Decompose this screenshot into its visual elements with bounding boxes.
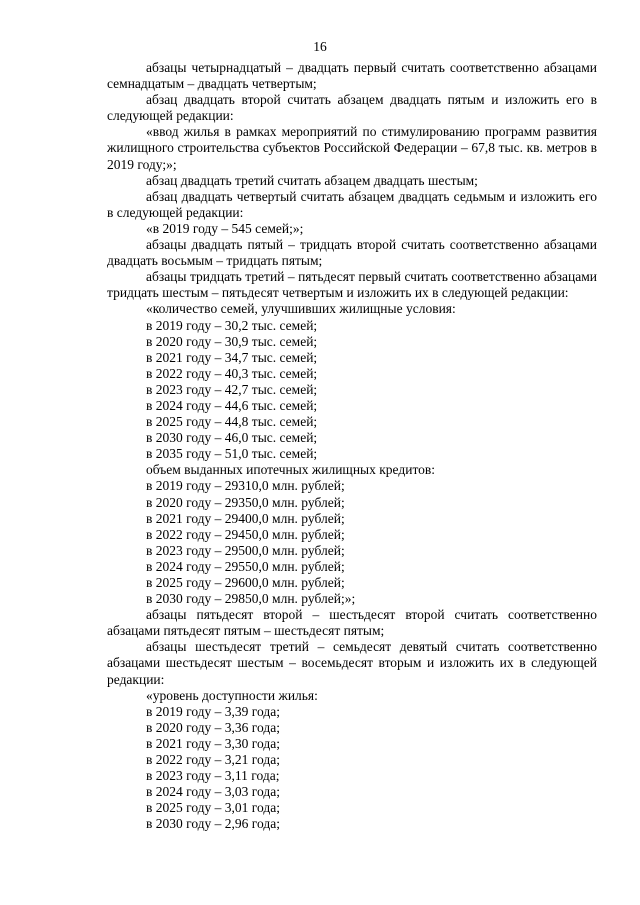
list-item: в 2022 году – 3,21 года; xyxy=(146,752,280,768)
list-item: в 2022 году – 29450,0 млн. рублей; xyxy=(146,526,345,542)
page-number: 16 xyxy=(313,39,327,54)
list-item: в 2025 году – 3,01 года; xyxy=(146,800,280,816)
list-item: в 2030 году – 46,0 тыс. семей; xyxy=(146,430,318,446)
paragraph: «ввод жилья в рамках мероприятий по стимулированию программ развития жилищного строительства субъектов Российской Федерации – 67,8 тыс. кв. метров в 2019 году;»; xyxy=(107,124,597,172)
document-body xyxy=(107,60,597,833)
list-item: в 2022 году – 40,3 тыс. семей; xyxy=(146,365,318,381)
list-item: в 2021 году – 29400,0 млн. рублей; xyxy=(146,510,345,526)
paragraph: абзацы пятьдесят второй – шестьдесят второй считать соответственно абзацами пятьдесят пятым – шестьдесят пятым; xyxy=(107,607,597,639)
list-item: в 2030 году – 29850,0 млн. рублей;»; xyxy=(146,591,356,607)
list-item: в 2020 году – 30,9 тыс. семей; xyxy=(146,333,318,349)
list-item: в 2025 году – 44,8 тыс. семей; xyxy=(146,414,318,430)
paragraph: абзацы двадцать пятый – тридцать второй считать соответственно абзацами двадцать восьмым – тридцать пятым; xyxy=(107,237,597,269)
list-item: в 2021 году – 34,7 тыс. семей; xyxy=(146,349,318,365)
list-item: в 2023 году – 3,11 года; xyxy=(146,768,280,784)
paragraph: абзац двадцать четвертый считать абзацем двадцать седьмым и изложить его в следующей редакции: xyxy=(107,188,597,220)
list-item: в 2030 году – 2,96 года; xyxy=(146,816,280,832)
list-item: в 2024 году – 44,6 тыс. семей; xyxy=(146,397,318,413)
list-item: в 2020 году – 29350,0 млн. рублей; xyxy=(146,494,345,510)
list-item: «количество семей, улучшивших жилищные условия: xyxy=(146,301,456,317)
list-item: в 2035 году – 51,0 тыс. семей; xyxy=(146,446,318,462)
list-item: в 2021 году – 3,30 года; xyxy=(146,735,280,751)
list-item: в 2019 году – 3,39 года; xyxy=(146,703,280,719)
list-item: в 2020 году – 3,36 года; xyxy=(146,719,280,735)
paragraph: абзац двадцать третий считать абзацем двадцать шестым; xyxy=(146,172,478,188)
paragraph: абзацы тридцать третий – пятьдесят первый считать соответственно абзацами тридцать шестым – пятьдесят четвертым и изложить их в следующей редакции: xyxy=(107,269,597,301)
paragraph: абзацы шестьдесят третий – семьдесят девятый считать соответственно абзацами шестьдесят шестым – восемьдесят вторым и изложить их в следующей редакции: xyxy=(107,639,597,687)
list-item: в 2023 году – 29500,0 млн. рублей; xyxy=(146,542,345,558)
list-item: в 2024 году – 29550,0 млн. рублей; xyxy=(146,558,345,574)
list-item: «уровень доступности жилья: xyxy=(146,687,318,703)
paragraph: «в 2019 году – 545 семей;»; xyxy=(146,220,304,236)
list-item: в 2019 году – 30,2 тыс. семей; xyxy=(146,317,318,333)
list-item: в 2025 году – 29600,0 млн. рублей; xyxy=(146,575,345,590)
list-item: объем выданных ипотечных жилищных кредитов: xyxy=(146,462,436,478)
list-item: в 2024 году – 3,03 года; xyxy=(146,784,280,800)
list-item: в 2023 году – 42,7 тыс. семей; xyxy=(146,381,318,397)
paragraph: абзац двадцать второй считать абзацем двадцать пятым и изложить его в следующей редакции: xyxy=(107,92,597,124)
families-list xyxy=(107,301,597,607)
list-item: в 2019 году – 29310,0 млн. рублей; xyxy=(146,478,345,494)
affordability-list xyxy=(107,688,597,833)
paragraph: абзацы четырнадцатый – двадцать первый считать соответственно абзацами семнадцатым – двадцать четвертым; xyxy=(107,60,597,92)
